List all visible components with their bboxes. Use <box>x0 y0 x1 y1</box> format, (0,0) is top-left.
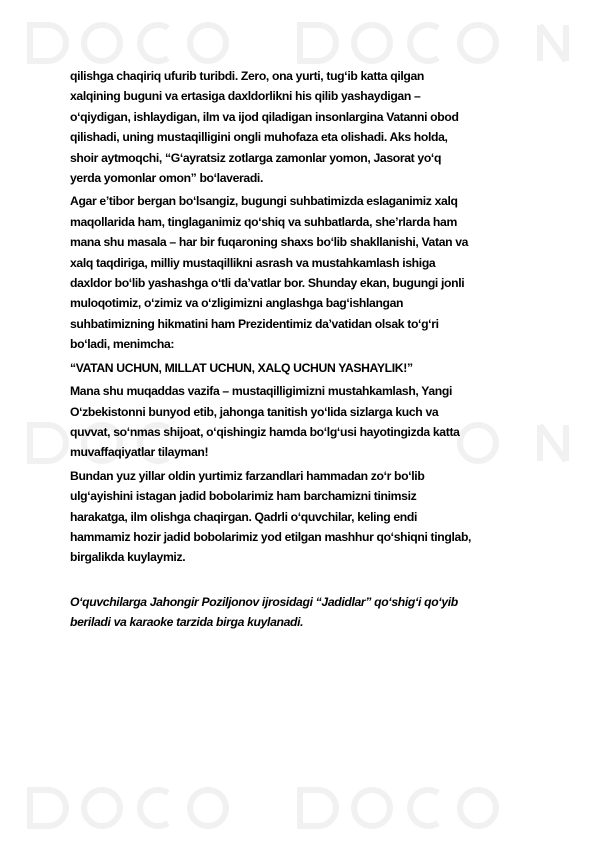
text-line: mana shu masala – har bir fuqaroning shaxs bo‘lib shakllanishi, Vatan va <box>70 235 469 250</box>
text-line: Bundan yuz yillar oldin yurtimiz farzandlari hammadan zo‘r bo‘lib <box>70 468 425 483</box>
text-line: daxldor bo‘lib yashashga o‘tli da’vatlar bor. Shunday ekan, bugungi jonli <box>70 276 465 291</box>
slogan-line: “VATAN UCHUN, MILLAT UCHUN, XALQ UCHUN YASHAYLIK!” <box>70 360 413 375</box>
paragraph <box>70 466 530 568</box>
text-line: xalq taqdiriga, milliy mustaqillikni asrash va mustahkamlash ishiga <box>70 255 436 270</box>
text-line: yerda yomonlar omon” bo‘laveradi. <box>70 171 263 186</box>
text-line: ulg‘ayishini istagan jadid bobolarimiz ham barchamizni tinimsiz <box>70 489 417 504</box>
text-line: harakatga, ilm olishga chaqirgan. Qadrli o‘quvchilar, keling endi <box>70 509 418 524</box>
paragraph <box>70 66 530 188</box>
text-line: muloqotimiz, o‘zimiz va o‘zligimizni anglashga bag‘ishlangan <box>70 296 404 311</box>
text-line: maqollarida ham, tinglaganimiz qo‘shiq va suhbatlarda, she’rlarda ham <box>70 214 457 229</box>
slogan-paragraph <box>70 358 530 378</box>
text-line: birgalikda kuylaymiz. <box>70 550 186 565</box>
text-line: xalqining buguni va ertasiga daxldorlikni his qilib yashaydigan – <box>70 89 421 104</box>
text-line: o‘qiydigan, ishlaydigan, ilm va ijod qiladigan insonlargina Vatanni obod <box>70 109 459 124</box>
text-line: Agar e’tibor bergan bo‘lsangiz, bugungi suhbatimizda eslaganimiz xalq <box>70 194 458 209</box>
text-line: beriladi va karaoke tarzida birga kuylanadi. <box>70 615 304 630</box>
text-line: Mana shu muqaddas vazifa – mustaqilligimizni mustahkamlash, Yangi <box>70 384 453 399</box>
text-line: bo‘ladi, menimcha: <box>70 337 175 352</box>
text-line: suhbatimizning hikmatini ham Prezidentimiz da’vatidan olsak to‘g‘ri <box>70 316 439 331</box>
text-line: muvaffaqiyatlar tilayman! <box>70 445 209 460</box>
paragraph <box>70 381 530 463</box>
text-line: hammamiz hozir jadid bobolarimiz yod etilgan mashhur qo‘shiqni tinglab, <box>70 529 472 544</box>
italic-note-paragraph <box>70 592 530 633</box>
text-line: qilishga chaqiriq ufurib turibdi. Zero, ona yurti, tug‘ib katta qilgan <box>70 69 425 83</box>
text-line: qilishadi, uning mustaqilligini ongli muhofaza eta olishadi. Aks holda, <box>70 130 448 145</box>
text-line: shoir aytmoqchi, “G‘ayratsiz zotlarga zamonlar yomon, Jasorat yo‘q <box>70 150 442 165</box>
text-line: quvvat, so‘nmas shijoat, o‘qishingiz hamda bo‘lg‘usi hayotingizda katta <box>70 424 460 439</box>
paragraph <box>70 191 530 354</box>
text-line: O‘zbekistonni bunyod etib, jahonga tanitish yo‘lida sizlarga kuch va <box>70 404 439 419</box>
document-body <box>70 66 530 633</box>
text-line: O‘quvchilarga Jahongir Poziljonov ijrosidagi “Jadidlar” qo‘shig‘i qo‘yib <box>70 594 458 609</box>
